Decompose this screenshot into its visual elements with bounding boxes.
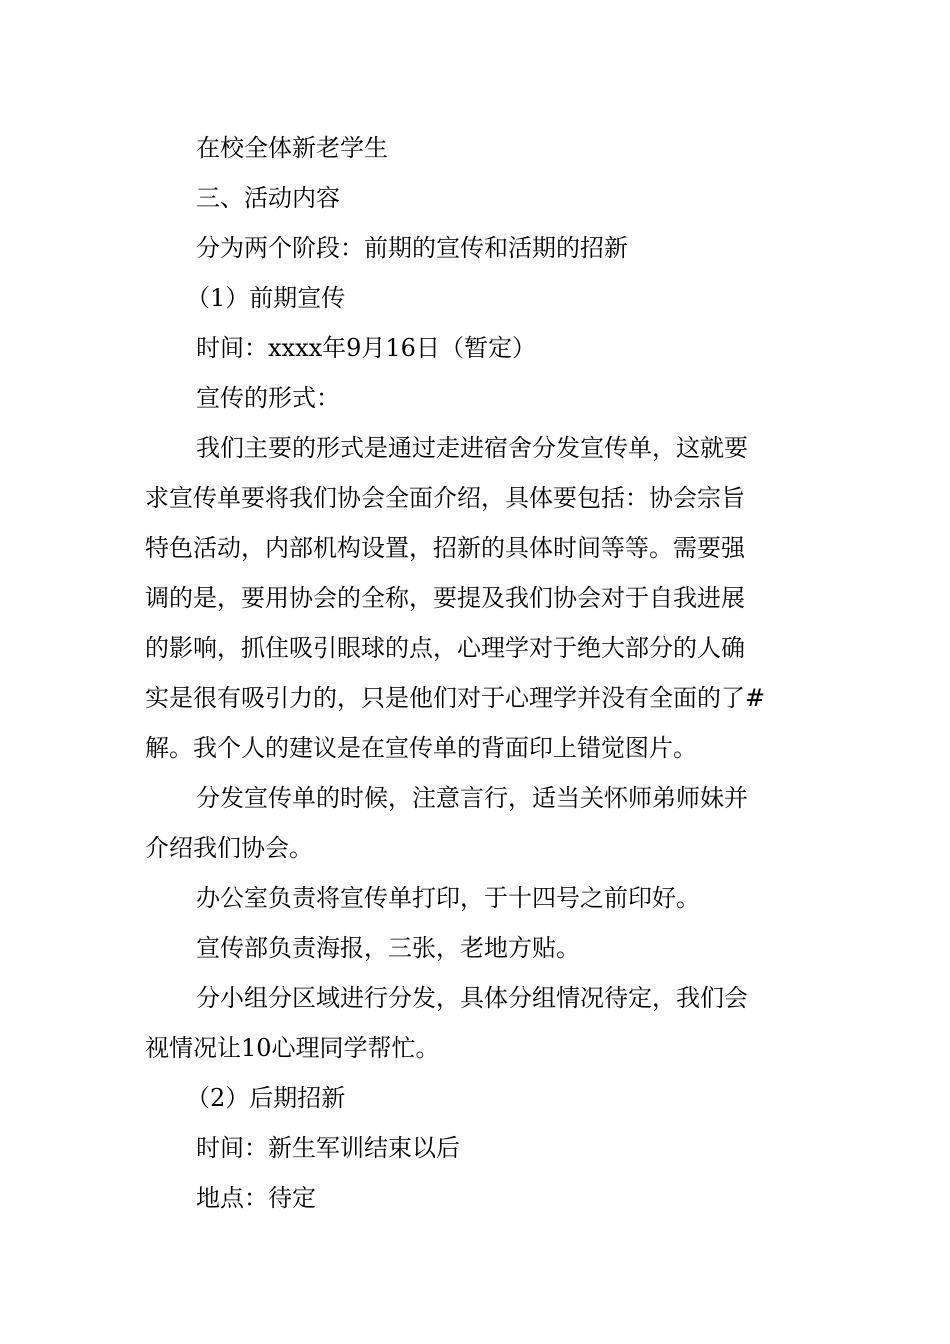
paragraph-line: 调的是，要用协会的全称，要提及我们协会对于自我进展 — [145, 584, 745, 612]
text-line: 分为两个阶段：前期的宣传和活期的招新 — [196, 234, 628, 262]
text-line: 宣传的形式： — [196, 384, 340, 412]
paragraph-line: 实是很有吸引力的，只是他们对于心理学并没有全面的了# — [145, 684, 766, 712]
paragraph-line: 解。我个人的建议是在宣传单的背面印上错觉图片。 — [145, 734, 697, 762]
text-line: 地点：待定 — [196, 1184, 316, 1212]
subsection-heading: （2）后期招新 — [186, 1084, 346, 1112]
paragraph-line: 的影响，抓住吸引眼球的点，心理学对于绝大部分的人确 — [145, 634, 745, 662]
text-line: 办公室负责将宣传单打印，于十四号之前印好。 — [196, 884, 700, 912]
text-line: 时间：xxxx年9月16日（暂定） — [196, 334, 536, 362]
subsection-heading: （1）前期宣传 — [186, 284, 346, 312]
paragraph-line: 特色活动，内部机构设置，招新的具体时间等等。需要强 — [145, 534, 745, 562]
text-line: 宣传部负责海报，三张，老地方贴。 — [196, 934, 580, 962]
paragraph-line: 分发宣传单的时候，注意言行，适当关怀师弟师妹并 — [196, 784, 748, 812]
paragraph-line: 求宣传单要将我们协会全面介绍，具体要包括：协会宗旨 — [145, 484, 745, 512]
paragraph-line: 我们主要的形式是通过走进宿舍分发宣传单，这就要 — [196, 434, 748, 462]
paragraph-line: 介绍我们协会。 — [145, 834, 313, 862]
paragraph-line: 分小组分区域进行分发，具体分组情况待定，我们会 — [196, 984, 748, 1012]
text-line: 在校全体新老学生 — [196, 134, 388, 162]
paragraph-line: 视情况让10心理同学帮忙。 — [145, 1034, 440, 1062]
section-heading: 三、活动内容 — [196, 184, 340, 212]
text-line: 时间：新生军训结束以后 — [196, 1134, 460, 1162]
